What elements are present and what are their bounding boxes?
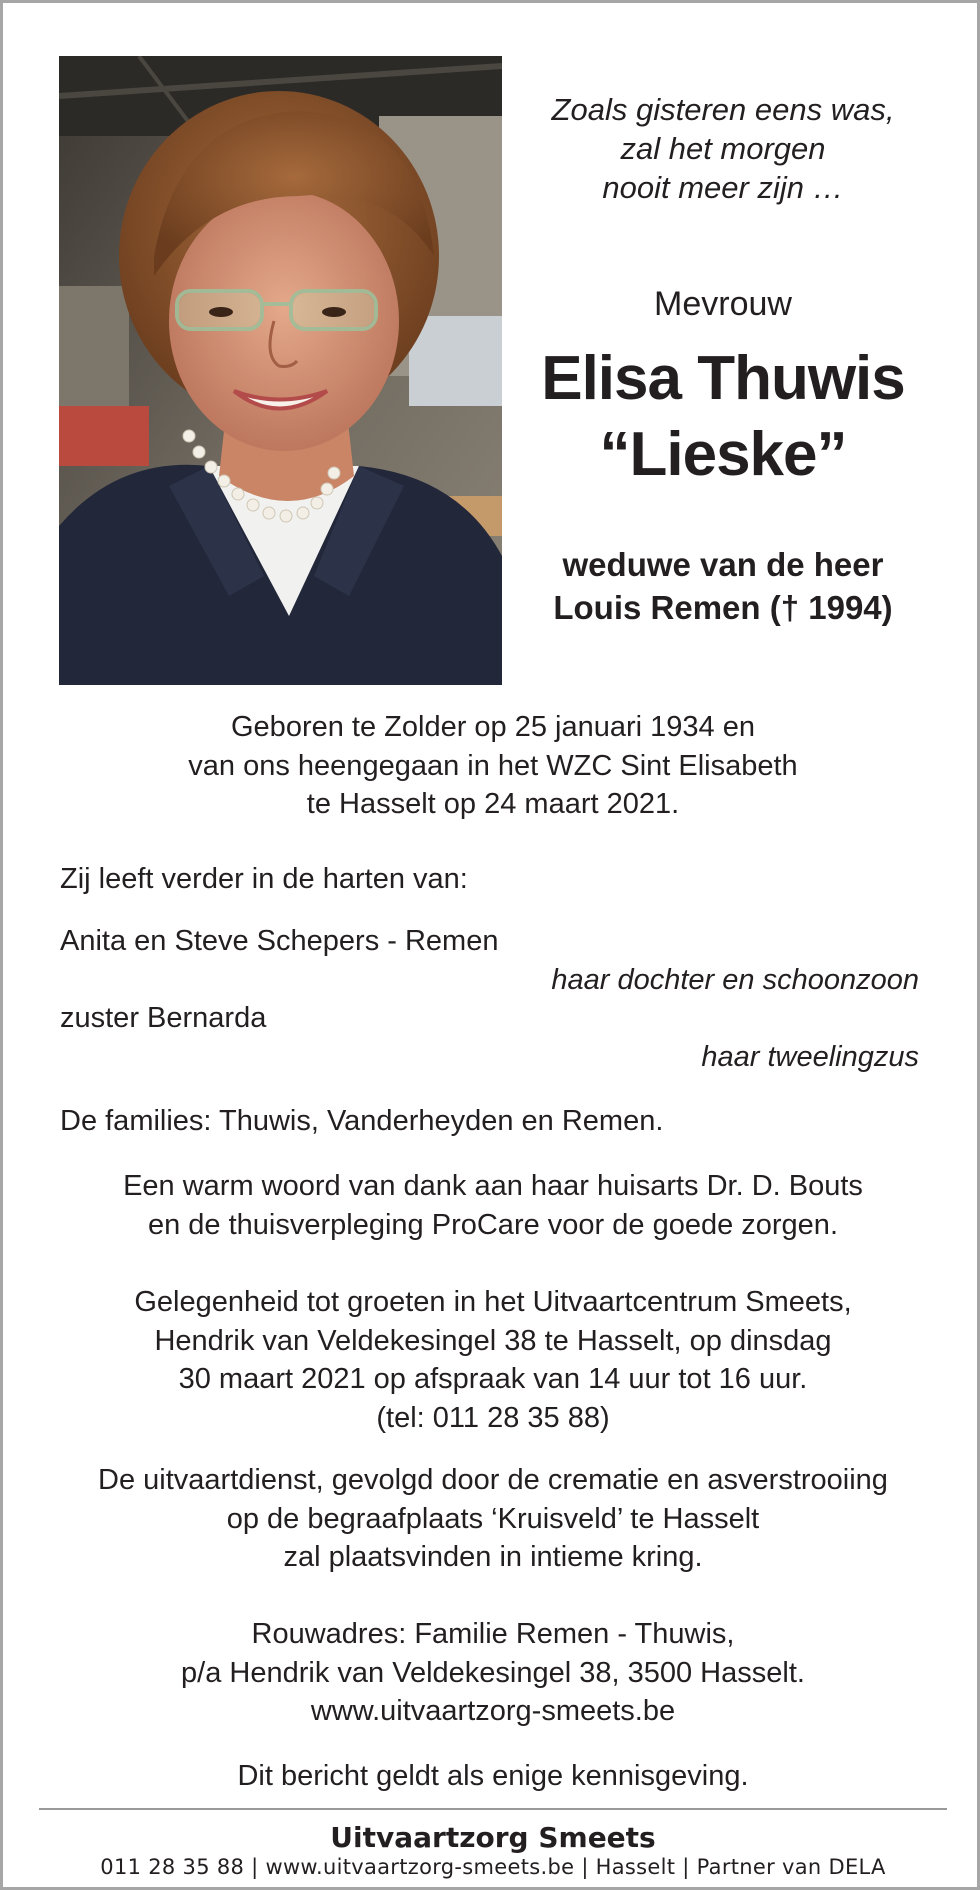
paragraph-line: Een warm woord van dank aan haar huisarts Dr. D. Bouts — [123, 1170, 863, 1202]
widow-of — [523, 543, 923, 629]
greeting-paragraph — [43, 1283, 943, 1437]
address-paragraph — [43, 1615, 943, 1731]
paragraph-line: Geboren te Zolder op 25 januari 1934 en — [231, 711, 755, 743]
paragraph-line: Hendrik van Veldekesingel 38 te Hasselt, op dinsdag — [154, 1324, 832, 1357]
thanks-paragraph — [43, 1167, 943, 1244]
survivor-name: Anita en Steve Schepers - Remen — [60, 925, 499, 957]
paragraph-line: (tel: 011 28 35 88) — [376, 1401, 610, 1434]
footer-divider — [39, 1808, 947, 1810]
footer-contact: 011 28 35 88 | www.uitvaartzorg-smeets.be | Hasselt | Partner van DELA — [100, 1855, 886, 1879]
service-paragraph — [43, 1461, 943, 1577]
survivor-name: zuster Bernarda — [60, 1002, 267, 1034]
paragraph-line: p/a Hendrik van Veldekesingel 38, 3500 Hasselt. — [181, 1656, 805, 1689]
widow-line: weduwe van de heer — [562, 546, 884, 583]
families-line: De families: Thuwis, Vanderheyden en Remen. — [60, 1105, 664, 1137]
quote-line: nooit meer zijn … — [602, 170, 844, 205]
website-link[interactable]: www.uitvaartzorg-smeets.be — [310, 1695, 676, 1727]
quote-line: zal het morgen — [620, 131, 826, 166]
paragraph-line: Gelegenheid tot groeten in het Uitvaartcentrum Smeets, — [134, 1286, 852, 1318]
deceased-nickname: “Lieske” — [599, 420, 847, 489]
survivors-intro: Zij leeft verder in de harten van: — [60, 863, 468, 895]
portrait-photo — [59, 56, 502, 685]
paragraph-line: te Hasselt op 24 maart 2021. — [306, 788, 680, 820]
deceased-name — [523, 341, 923, 493]
paragraph-line: van ons heengegaan in het WZC Sint Elisabeth — [188, 749, 798, 782]
paragraph-line: en de thuisverpleging ProCare voor de goede zorgen. — [147, 1208, 838, 1241]
paragraph-line: op de begraafplaats ‘Kruisveld’ te Hasselt — [226, 1502, 760, 1535]
birth-death-paragraph — [43, 708, 943, 824]
survivor-relation: haar dochter en schoonzoon — [551, 964, 919, 996]
paragraph-line: De uitvaartdienst, gevolgd door de crematie en asverstrooiing — [98, 1464, 888, 1496]
honorific-title: Mevrouw — [654, 285, 792, 323]
portrait-illustration — [59, 56, 502, 685]
deceased-full-name: Elisa Thuwis — [541, 344, 905, 413]
footer-brand: Uitvaartzorg Smeets — [330, 1821, 656, 1854]
opening-quote — [523, 90, 923, 207]
notice-text: Dit bericht geldt als enige kennisgeving. — [237, 1760, 749, 1792]
quote-line: Zoals gisteren eens was, — [551, 92, 895, 127]
paragraph-line: zal plaatsvinden in intieme kring. — [283, 1541, 703, 1573]
paragraph-line: 30 maart 2021 op afspraak van 14 uur tot 16 uur. — [178, 1363, 808, 1395]
paragraph-line: Rouwadres: Familie Remen - Thuwis, — [251, 1618, 735, 1650]
survivor-relation: haar tweelingzus — [701, 1041, 919, 1073]
widow-line: Louis Remen († 1994) — [553, 589, 893, 626]
notice-line — [43, 1757, 943, 1796]
